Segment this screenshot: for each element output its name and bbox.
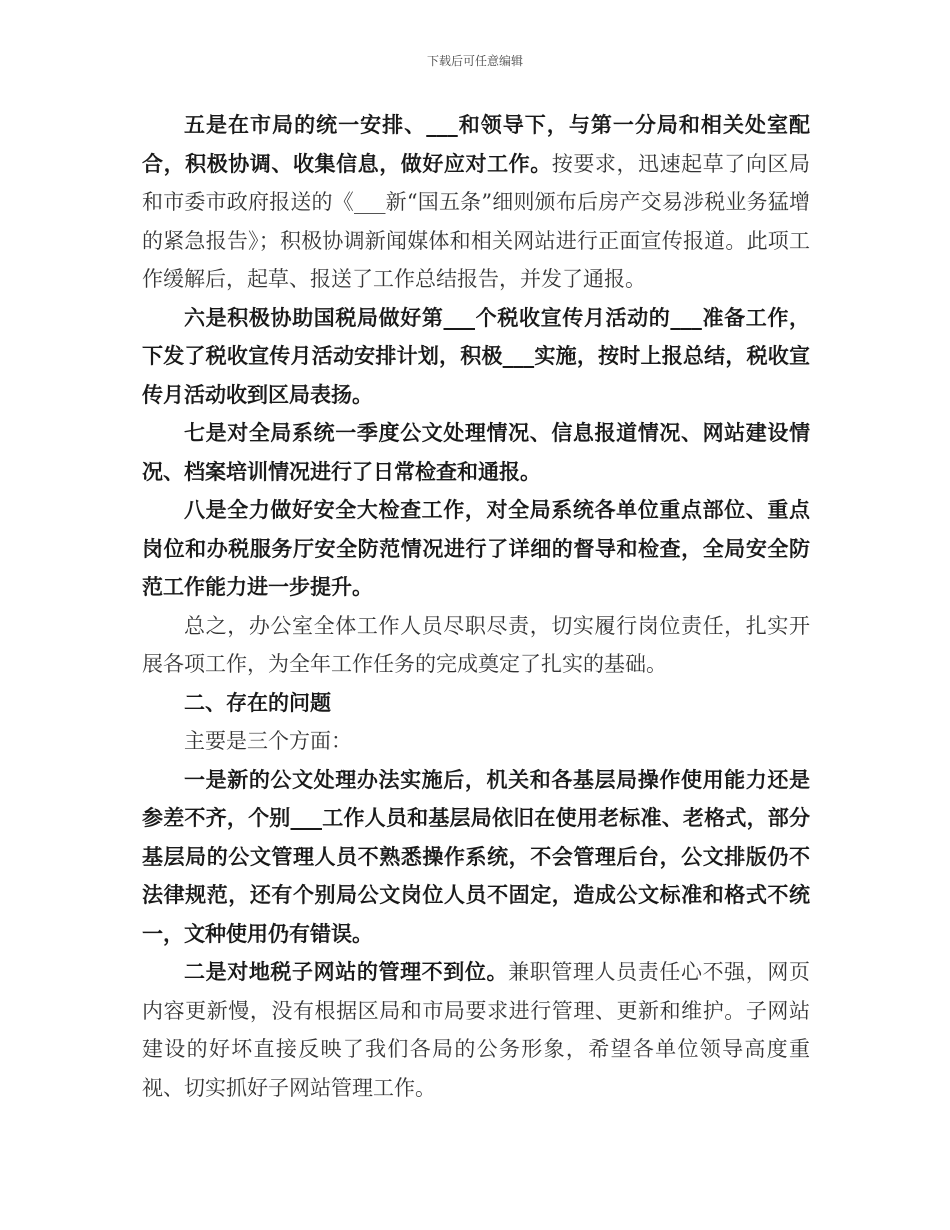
paragraph-item-5	[142, 106, 810, 299]
paragraph-text: 按要求，迅速起草了向区局和市委市政府报送的《___新“国五条”细则颁布后房产交易涉税业务猛增的紧急报告》；积极协调新闻媒体和相关网站进行正面宣传报道。此项工作缓解后，起草、报送了工作总结报告，并发了通报。	[142, 151, 810, 291]
paragraph-text: 主要是三个方面：	[184, 729, 352, 753]
paragraph-item-8	[142, 491, 810, 607]
paragraph-text: 总之，办公室全体工作人员尽职尽责，切实履行岗位责任，扎实开展各项工作，为全年工作任务的完成奠定了扎实的基础。	[142, 613, 810, 676]
paragraph-lead: 八是全力做好安全大检查工作，对全局系统各单位重点部位、重点岗位和办税服务厅安全防范情况进行了详细的督导和检查，全局安全防范工作能力进一步提升。	[142, 497, 810, 599]
paragraph-lead: 七是对全局系统一季度公文处理情况、信息报道情况、网站建设情况、档案培训情况进行了日常检查和通报。	[142, 420, 810, 484]
section-heading: 二、存在的问题	[184, 689, 331, 715]
paragraph-item-7	[142, 414, 810, 491]
section-heading-problems	[142, 684, 810, 723]
document-body	[142, 106, 810, 1107]
paragraph-lead: 五是在市局的统一安排、___和领导下，与第一分局和相关处室配合，积极协调、收集信息，做好应对工作。	[142, 112, 810, 176]
paragraph-lead: 一是新的公文处理办法实施后，机关和各基层局操作使用能力还是参差不齐，个别___工作人员和基层局依旧在使用老标准、老格式，部分基层局的公文管理人员不熟悉操作系统，不会管理后台，公文排版仍不法律规范，还有个别局公文岗位人员不固定，造成公文标准和格式不统一，文种使用仍有错误。	[142, 766, 810, 946]
page-header-note: 下载后可任意编辑	[426, 54, 523, 68]
paragraph-summary	[142, 607, 810, 684]
paragraph-text: 兼职管理人员责任心不强，网页内容更新慢，没有根据区局和市局要求进行管理、更新和维护。子网站建设的好坏直接反映了我们各局的公务形象，希望各单位领导高度重视、切实抓好子网站管理工作。	[142, 960, 811, 1100]
paragraph-item-6	[142, 299, 810, 415]
paragraph-lead: 六是积极协助国税局做好第___个税收宣传月活动的___准备工作，下发了税收宣传月活动安排计划，积极___实施，按时上报总结，税收宣传月活动收到区局表扬。	[142, 304, 810, 407]
paragraph-problem-2	[142, 953, 810, 1107]
paragraph-lead: 二是对地税子网站的管理不到位。	[184, 959, 509, 984]
paragraph-intro	[142, 722, 810, 761]
paragraph-problem-1	[142, 761, 810, 954]
